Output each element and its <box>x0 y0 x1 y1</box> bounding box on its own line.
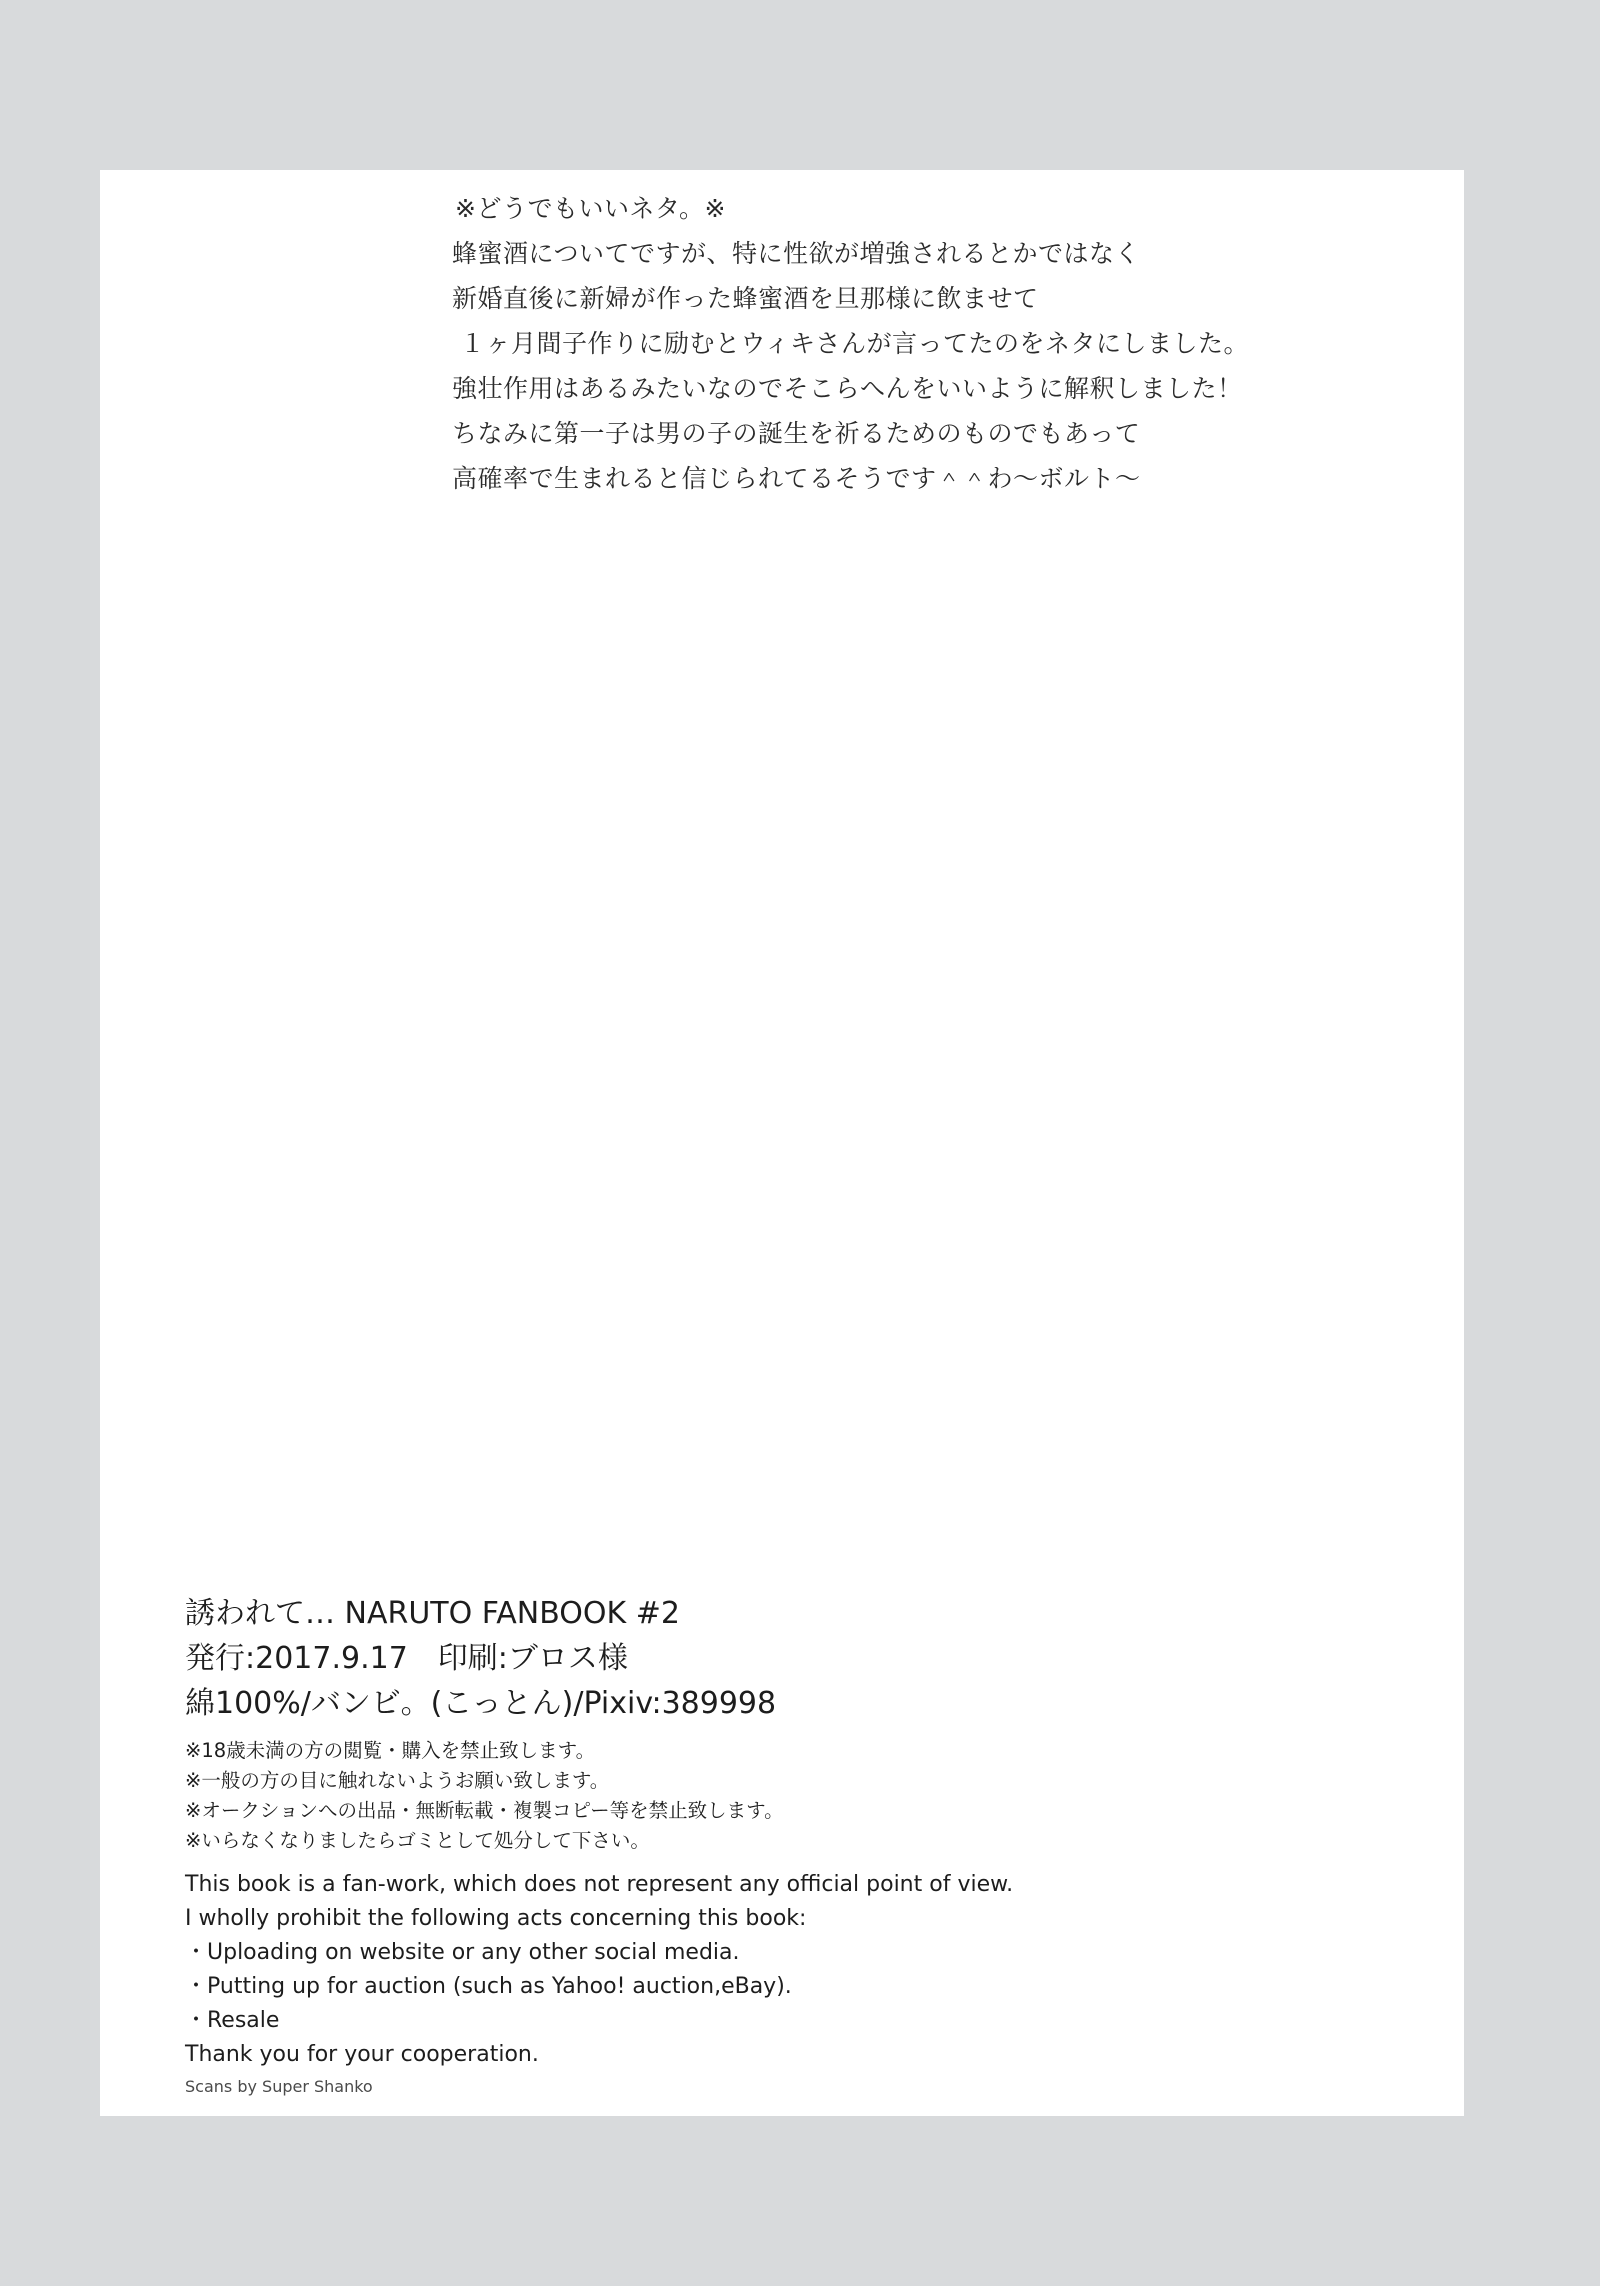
colophon-circle: 綿100%/バンビ。(こっとん)/Pixiv:389998 <box>185 1686 777 1721</box>
colophon-rule-en: ・Uploading on website or any other social media. <box>185 1940 740 1965</box>
author-note-line: 高確率で生まれると信じられてるそうです＾＾わ〜ボルト〜 <box>452 464 1141 493</box>
book-page <box>100 170 1464 2116</box>
author-note-line: ※どうでもいいネタ。※ <box>455 194 726 223</box>
colophon-rule-en: ・Resale <box>185 2008 280 2033</box>
author-note-line: 強壮作用はあるみたいなのでそこらへんをいいように解釈しました！ <box>452 374 1243 403</box>
colophon-rule-en: This book is a fan-work, which does not represent any official point of view. <box>185 1872 1014 1897</box>
colophon-block <box>185 1591 1385 2098</box>
author-note-block <box>100 170 1464 501</box>
colophon-rule-en: I wholly prohibit the following acts concerning this book: <box>185 1906 807 1931</box>
colophon-rule-jp: ※オークションへの出品・無断転載・複製コピー等を禁止致します。 <box>185 1799 784 1822</box>
scan-credit: Scans by Super Shanko <box>185 2077 373 2096</box>
author-note-line: 蜂蜜酒についてですが、特に性欲が増強されるとかではなく <box>452 239 1141 268</box>
colophon-rules-english <box>185 1868 1385 2072</box>
colophon-rule-en: ・Putting up for auction (such as Yahoo! auction,eBay). <box>185 1974 792 1999</box>
colophon-rule-en: Thank you for your cooperation. <box>185 2042 539 2067</box>
colophon-rules-japanese <box>185 1736 1385 1856</box>
author-note-line: 新婚直後に新婦が作った蜂蜜酒を旦那様に飲ませて <box>452 284 1039 313</box>
colophon-rule-jp: ※いらなくなりましたらゴミとして処分して下さい。 <box>185 1829 650 1852</box>
author-note-line: ちなみに第一子は男の子の誕生を祈るためのものでもあって <box>452 419 1141 448</box>
colophon-title: 誘われて… NARUTO FANBOOK #2 <box>185 1596 680 1631</box>
colophon-publication: 発行:2017.9.17 印刷:ブロス様 <box>185 1641 628 1676</box>
colophon-rule-jp: ※一般の方の目に触れないようお願い致します。 <box>185 1769 610 1792</box>
colophon-rule-jp: ※18歳未満の方の閲覧・購入を禁止致します。 <box>185 1739 596 1762</box>
author-note-line: １ヶ月間子作りに励むとウィキさんが言ってたのをネタにしました。 <box>460 329 1250 358</box>
